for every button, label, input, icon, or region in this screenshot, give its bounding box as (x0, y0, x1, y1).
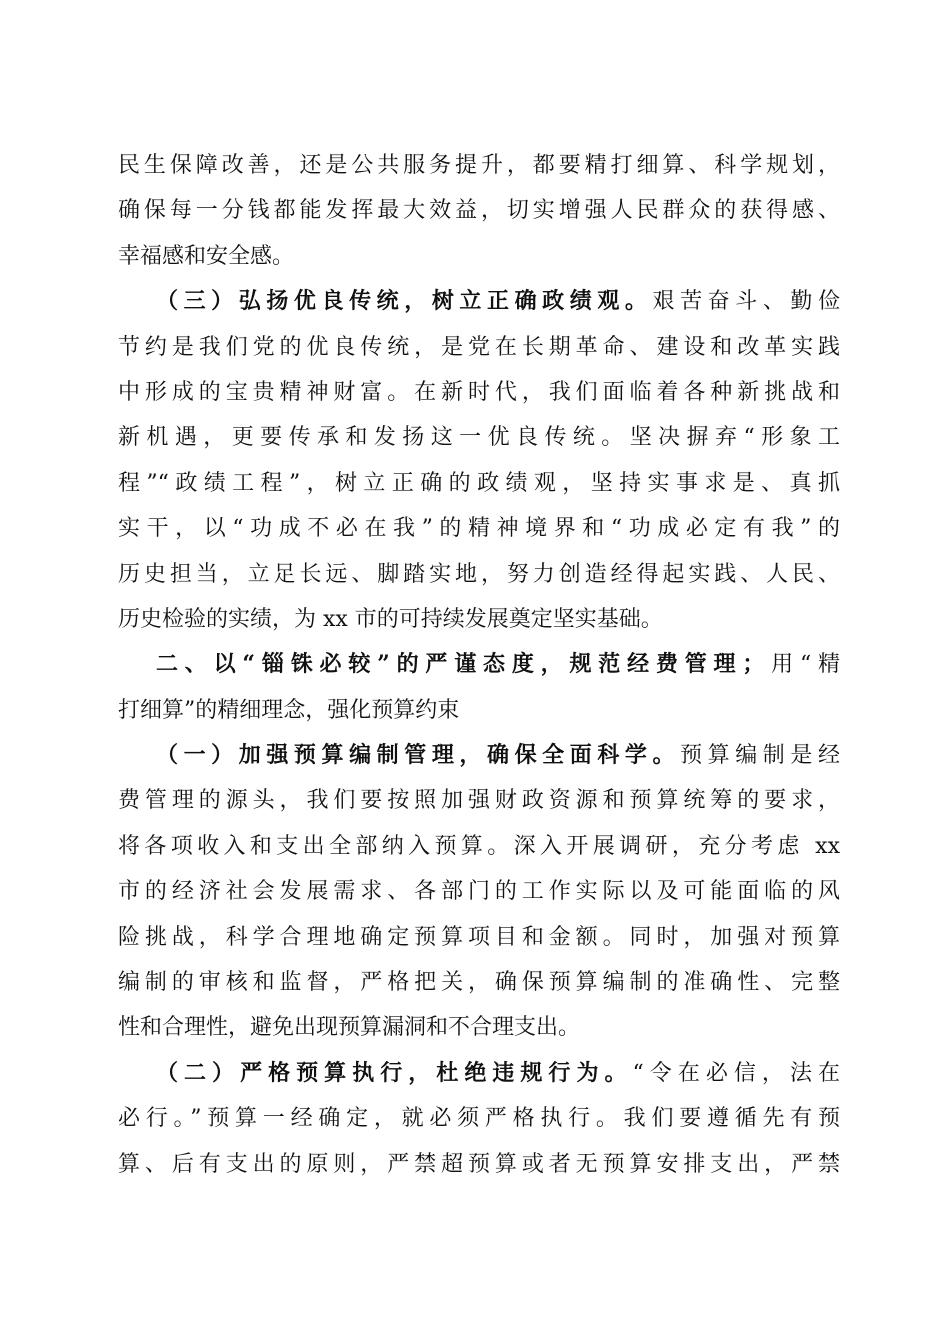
paragraph-text: 艰苦奋斗、勤俭 (652, 289, 840, 315)
subsection-1-first-line (118, 733, 840, 778)
paragraph-text: 预算编制是经 (680, 743, 840, 769)
paragraph-line: 费管理的源头，我们要按照加强财政资源和预算统筹的要求， (118, 788, 840, 814)
paragraph-line: 幸福感和安全感。 (118, 243, 295, 269)
subsection-2-first-line (118, 1051, 840, 1096)
section-2-heading-line: 打细算”的精细理念，强化预算约束 (118, 697, 460, 723)
paragraph-text: “令在必信，法在 (632, 1060, 840, 1086)
paragraph-line: 确保每一分钱都能发挥最大效益，切实增强人民群众的获得感、 (118, 198, 840, 224)
subsection-3-first-line (118, 279, 840, 324)
paragraph-line: 新机遇，更要传承和发扬这一优良传统。坚决摒弃“形象工 (118, 425, 840, 451)
paragraph-line: 市的经济社会发展需求、各部门的工作实际以及可能面临的风 (118, 879, 840, 905)
paragraph-line: 将各项收入和支出全部纳入预算。深入开展调研，充分考虑 xx (118, 833, 840, 859)
paragraph-line: 性和合理性，避免出现预算漏洞和不合理支出。 (118, 1015, 581, 1041)
paragraph-line: 必行。”预算一经确定，就必须严格执行。我们要遵循先有预 (118, 1106, 840, 1132)
section-2-heading-line (118, 642, 840, 687)
paragraph-line: 节约是我们党的优良传统，是党在长期革命、建设和改革实践 (118, 334, 840, 360)
paragraph-line: 算、后有支出的原则，严禁超预算或者无预算安排支出，严禁 (118, 1151, 840, 1177)
paragraph-line: 险挑战，科学合理地确定预算项目和金额。同时，加强对预算 (118, 924, 840, 950)
paragraph-line: 中形成的宝贵精神财富。在新时代，我们面临着各种新挑战和 (118, 379, 840, 405)
paragraph-line: 民生保障改善，还是公共服务提升，都要精打细算、科学规划， (118, 153, 840, 178)
paragraph-line: 编制的审核和监督，严格把关，确保预算编制的准确性、完整 (118, 970, 840, 996)
subsection-1-heading: （一）加强预算编制管理，确保全面科学。 (156, 742, 681, 769)
paragraph-line: 实干，以“功成不必在我”的精神境界和“功成必定有我”的 (118, 516, 840, 542)
subsection-2-heading: （二）严格预算执行，杜绝违规行为。 (156, 1059, 633, 1086)
document-body (118, 143, 840, 1187)
paragraph-line: 历史担当，立足长远、脚踏实地，努力创造经得起实践、人民、 (118, 561, 840, 587)
section-2-heading: 二、以“锱铢必较”的严谨态度，规范经费管理； (156, 651, 765, 678)
subsection-3-heading: （三）弘扬优良传统，树立正确政绩观。 (156, 288, 653, 315)
paragraph-line: 历史检验的实绩，为 xx 市的可持续发展奠定坚实基础。 (118, 606, 663, 632)
section-2-heading-continued: 用“精 (764, 652, 841, 678)
paragraph-line: 程”“政绩工程”，树立正确的政绩观，坚持实事求是、真抓 (118, 470, 840, 496)
